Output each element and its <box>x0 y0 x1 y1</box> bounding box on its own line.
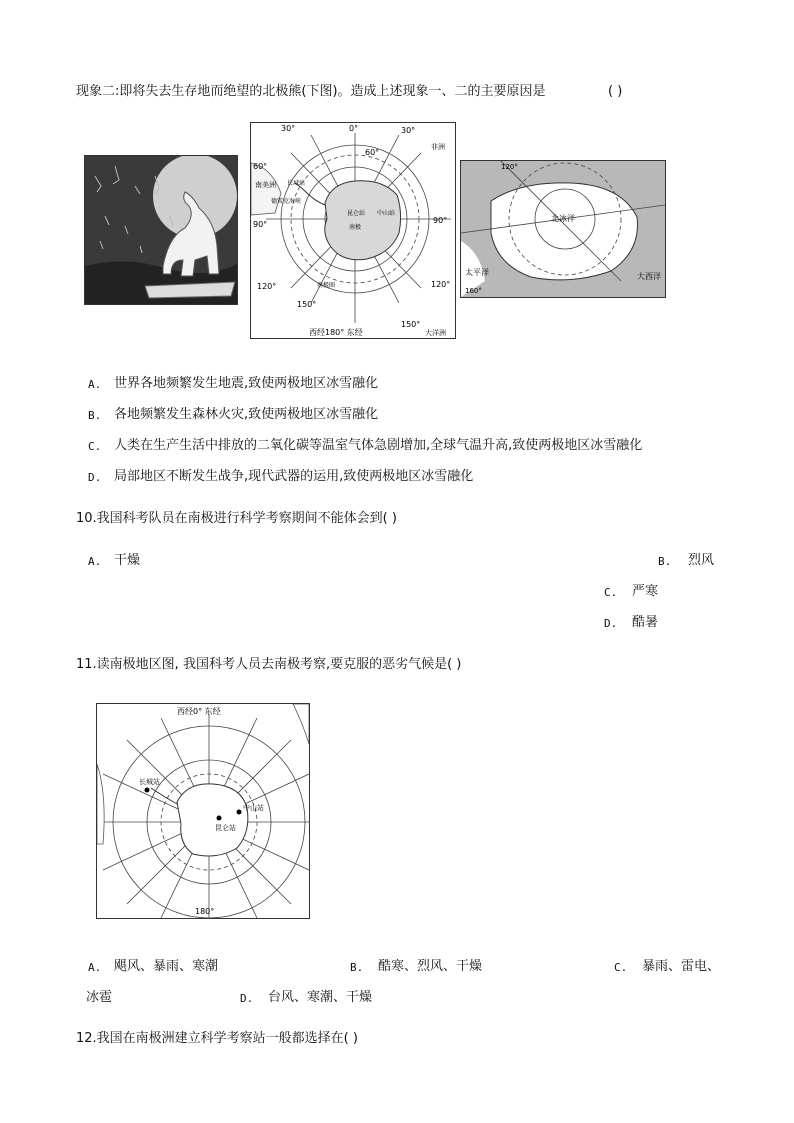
station-label: 长城站 <box>139 778 160 786</box>
map-label: 90° <box>433 216 448 225</box>
option-text: 酷暑 <box>632 615 659 630</box>
polar-bear-image <box>84 155 238 305</box>
option-text: 干燥 <box>114 553 141 568</box>
option-letter: C. <box>88 440 102 453</box>
map-label: 中山站 <box>377 210 396 217</box>
map-bottom-label: 180° <box>195 907 215 916</box>
map-label: 120° <box>431 280 451 289</box>
map-label: 德雷克海峡 <box>271 198 302 205</box>
map-top-label: 西经0° 东经 <box>177 707 221 716</box>
option-letter: C. <box>614 961 628 974</box>
option-text: 各地频繁发生森林火灾,致使两极地区冰雪融化 <box>114 407 379 422</box>
map-label: 南极 <box>349 224 362 231</box>
option-letter: D. <box>88 471 102 484</box>
map-label: 北冰洋 <box>551 214 575 223</box>
option-text: 酷寒、烈风、干燥 <box>378 959 483 974</box>
map-label: 长城站 <box>287 180 306 187</box>
map-label: 90° <box>253 220 268 229</box>
map-label: 120° <box>257 282 277 291</box>
option-letter: C. <box>604 586 618 599</box>
option-text: 飓风、暴雨、寒潮 <box>114 959 219 974</box>
map-label: 非洲 <box>431 143 445 151</box>
option-letter: A. <box>88 555 102 568</box>
option-letter: D. <box>604 617 618 630</box>
map-label: 大洋洲 <box>425 329 446 337</box>
map-label: 太平洋 <box>465 268 489 277</box>
option-letter: B. <box>350 961 364 974</box>
option-letter: B. <box>88 409 102 422</box>
arctic-map <box>460 160 666 298</box>
map-label: 0° <box>349 124 359 133</box>
map-label: 30° <box>401 126 416 135</box>
option-letter: B. <box>658 555 672 568</box>
question-stem: 12.我国在南极洲建立科学考察站一般都选择在( ) <box>76 1031 358 1046</box>
option-text: 世界各地频繁发生地震,致使两极地区冰雪融化 <box>114 376 379 391</box>
question-stem: 11.读南极地区图, 我国科考人员去南极考察,要克服的恶劣气候是( ) <box>76 657 462 672</box>
map-label: 南美洲 <box>255 181 276 189</box>
intro-answer-paren: ( ) <box>608 84 623 99</box>
antarctic-map <box>250 122 456 339</box>
map-label: 150° <box>297 300 317 309</box>
station-label: 昆仑站 <box>215 824 236 832</box>
map-label: 南极圈 <box>317 282 336 289</box>
map-label: 大西洋 <box>637 272 661 281</box>
question-stem: 10.我国科考队员在南极进行科学考察期间不能体会到( ) <box>76 511 397 526</box>
map-label: 昆仑站 <box>347 210 366 217</box>
option-text: 暴雨、雷电、 <box>642 959 721 974</box>
option-text: 烈风 <box>688 553 715 568</box>
antarctic-station-map <box>96 703 310 919</box>
map-label: 120° <box>501 163 518 171</box>
option-text-continued: 冰雹 <box>86 990 113 1005</box>
map-label: 60° <box>365 148 380 157</box>
map-label: 160° <box>465 287 482 295</box>
map-label: 30° <box>281 124 296 133</box>
option-text: 人类在生产生活中排放的二氧化碳等温室气体急剧增加,全球气温升高,致使两极地区冰雪融化 <box>114 438 643 453</box>
station-label: 中山站 <box>243 804 264 812</box>
option-text: 局部地区不断发生战争,现代武器的运用,致使两极地区冰雪融化 <box>114 469 474 484</box>
option-letter: D. <box>240 992 254 1005</box>
map-label: 60° <box>253 162 268 171</box>
option-text: 台风、寒潮、干燥 <box>268 990 373 1005</box>
map-label: 150° <box>401 320 421 329</box>
option-letter: A. <box>88 961 102 974</box>
option-text: 严寒 <box>632 584 659 599</box>
map-bottom-label: 西经180° 东经 <box>309 328 363 337</box>
option-letter: A. <box>88 378 102 391</box>
intro-text: 现象二:即将失去生存地而绝望的北极熊(下图)。造成上述现象一、二的主要原因是 <box>76 84 546 99</box>
